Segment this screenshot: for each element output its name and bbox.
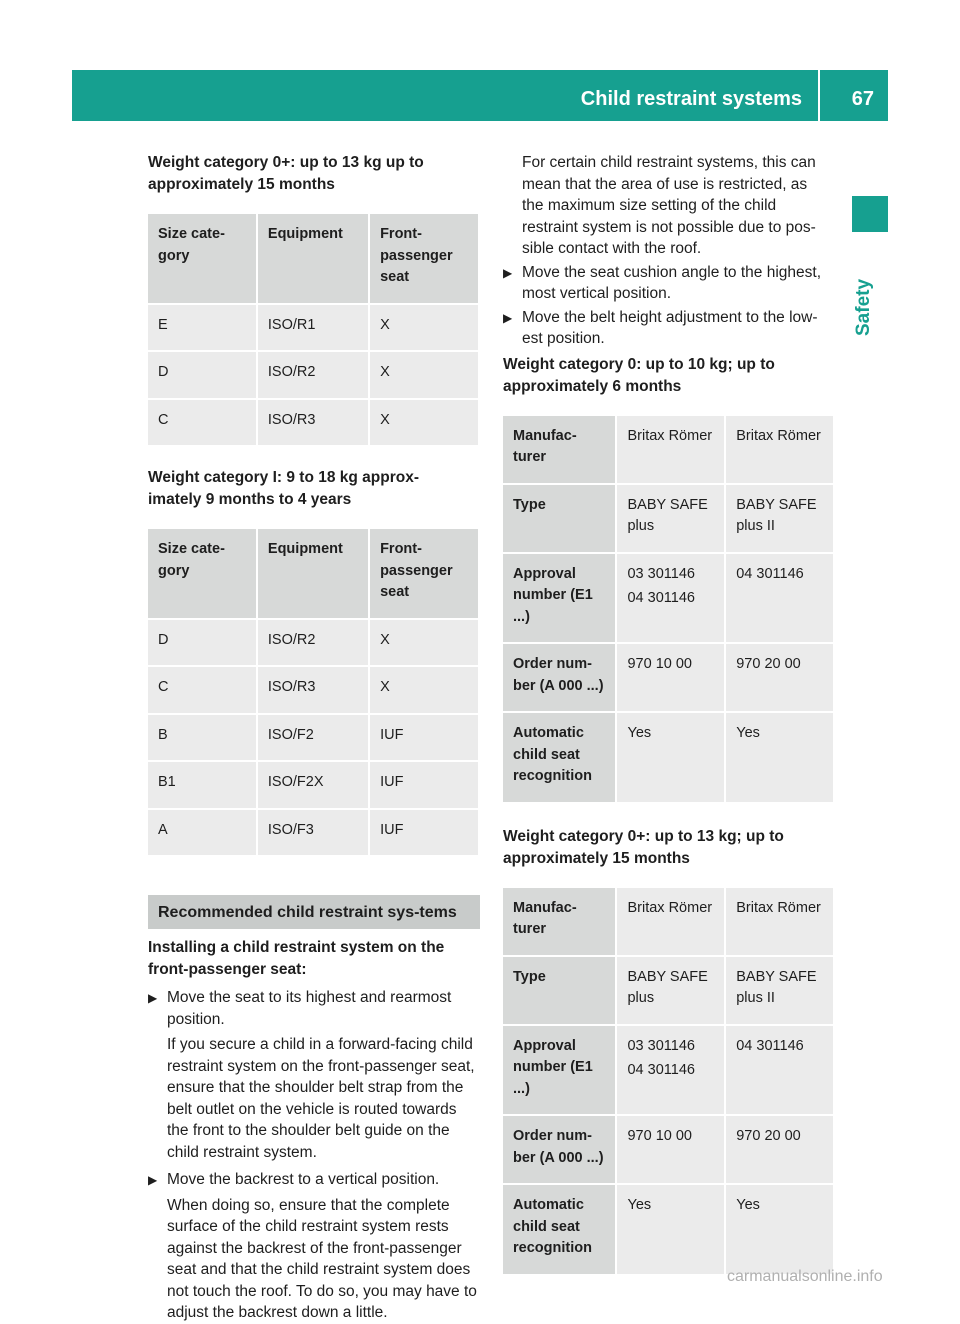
table-header-row	[148, 214, 478, 303]
table-row	[503, 1116, 833, 1183]
table-cell: BABY SAFE plus II	[726, 485, 833, 552]
table-header-cell: Front-passenger seat	[370, 214, 478, 303]
table-cell: E	[148, 305, 256, 351]
table-row	[148, 620, 478, 666]
table-cell: X	[370, 400, 478, 446]
row-label: Order num-ber (A 000 ...)	[503, 1116, 615, 1183]
instruction-item: ▶ Move the seat cushion angle to the highest, most vertical position.	[503, 263, 822, 302]
table-cell: Britax Römer	[617, 416, 724, 483]
table-cell: ISO/R3	[258, 400, 368, 446]
approval-number: 03 301146	[627, 565, 695, 582]
weight-table-I	[146, 527, 480, 857]
table-row	[148, 352, 478, 398]
page-header	[72, 70, 888, 121]
arrow-icon: ▶	[503, 265, 513, 280]
instruction-item: ▶ Move the belt height adjustment to the low-est position.	[503, 308, 818, 347]
table-cell: 970 20 00	[726, 644, 833, 711]
paragraph: If you secure a child in a forward-facing child restraint system on the front-passenger seat, ensure that the shoulder belt strap from the belt outlet on the vehicle is routed towards the front to the shoulder belt guide on the child restraint system.	[167, 1036, 475, 1161]
row-label: Approval number (E1 ...)	[503, 554, 615, 643]
table-cell: 04 301146	[726, 554, 833, 643]
table-cell: ISO/R2	[258, 352, 368, 398]
paragraph: When doing so, ensure that the complete surface of the child restraint system rests against the backrest of the front-passenger seat and that the child restraint system does not touch the roof. To do so, you may have to adjust the backrest down a little.	[167, 1196, 477, 1321]
table-cell: 04 301146	[726, 1026, 833, 1115]
table-cell: ISO/F2X	[258, 762, 368, 808]
table-row	[503, 1185, 833, 1274]
table-cell: B1	[148, 762, 256, 808]
arrow-icon: ▶	[148, 1173, 158, 1187]
table-cell: IUF	[370, 762, 478, 808]
table-cell: Yes	[726, 713, 833, 802]
page-number: 67	[851, 88, 874, 110]
table-cell: 970 10 00	[617, 1116, 724, 1183]
table-row	[148, 667, 478, 713]
table-cell: D	[148, 620, 256, 666]
chapter-title: Child restraint systems	[581, 70, 820, 121]
table-row	[503, 957, 833, 1024]
paragraph: For certain child restraint systems, this can mean that the area of use is restricted, as the maximum size setting of the child restraint system is not possible due to pos-sible contact with the roof.	[522, 154, 816, 257]
row-label: Type	[503, 485, 615, 552]
table-cell	[617, 554, 724, 643]
arrow-icon: ▶	[148, 991, 158, 1005]
table-row	[503, 554, 833, 643]
section-heading: Weight category 0: up to 10 kg; up to approximately 6 months	[503, 355, 775, 395]
model-table-0plus	[501, 886, 835, 1276]
row-label: Automatic child seat recognition	[503, 713, 615, 802]
table-row	[503, 888, 833, 955]
subheading: Installing a child restraint system on the front-passenger seat:	[148, 939, 445, 978]
table-header-cell: Front-passenger seat	[370, 529, 478, 618]
right-column	[503, 152, 833, 1276]
row-label: Manufac-turer	[503, 416, 615, 483]
row-label: Order num-ber (A 000 ...)	[503, 644, 615, 711]
table-header-cell: Equipment	[258, 214, 368, 303]
table-cell: Britax Römer	[726, 416, 833, 483]
table-row	[148, 762, 478, 808]
left-column	[148, 152, 480, 1324]
table-cell: X	[370, 352, 478, 398]
table-row	[148, 810, 478, 856]
table-cell: BABY SAFE plus	[617, 485, 724, 552]
side-tab-label: Safety	[853, 278, 874, 336]
side-tab-marker	[852, 196, 888, 232]
table-cell: ISO/R2	[258, 620, 368, 666]
table-cell: Britax Römer	[726, 888, 833, 955]
table-cell: C	[148, 667, 256, 713]
row-label: Manufac-turer	[503, 888, 615, 955]
section-heading: Weight category 0+: up to 13 kg; up to approximately 15 months	[503, 827, 784, 867]
table-cell: ISO/R1	[258, 305, 368, 351]
table-cell: ISO/R3	[258, 667, 368, 713]
table-cell: Britax Römer	[617, 888, 724, 955]
row-label: Automatic child seat recognition	[503, 1185, 615, 1274]
section-heading: Weight category I: 9 to 18 kg approx-imately 9 months to 4 years	[148, 469, 420, 508]
table-row	[503, 485, 833, 552]
table-header-cell: Size cate-gory	[148, 214, 256, 303]
table-cell	[617, 1026, 724, 1115]
table-cell: Yes	[617, 713, 724, 802]
approval-number: 04 301146	[627, 1062, 695, 1078]
table-row	[148, 715, 478, 761]
table-cell: BABY SAFE plus II	[726, 957, 833, 1024]
section-heading: Weight category 0+: up to 13 kg up to approximately 15 months	[148, 154, 424, 193]
table-cell: Yes	[726, 1185, 833, 1274]
table-cell: BABY SAFE plus	[617, 957, 724, 1024]
table-row	[148, 305, 478, 351]
table-cell: X	[370, 667, 478, 713]
table-cell: 970 10 00	[617, 644, 724, 711]
row-label: Type	[503, 957, 615, 1024]
table-cell: C	[148, 400, 256, 446]
approval-number: 04 301146	[627, 590, 695, 606]
model-table-0	[501, 414, 835, 804]
table-cell: X	[370, 620, 478, 666]
table-cell: X	[370, 305, 478, 351]
table-header-row	[148, 529, 478, 618]
table-cell: ISO/F2	[258, 715, 368, 761]
instruction-item: ▶ Move the backrest to a vertical position.	[148, 1169, 480, 1191]
table-header-cell: Equipment	[258, 529, 368, 618]
table-cell: IUF	[370, 715, 478, 761]
table-cell: IUF	[370, 810, 478, 856]
table-row	[503, 1026, 833, 1115]
approval-number: 03 301146	[627, 1037, 695, 1054]
table-cell: A	[148, 810, 256, 856]
section-banner: Recommended child restraint sys-tems	[148, 895, 480, 929]
table-cell: D	[148, 352, 256, 398]
table-cell: ISO/F3	[258, 810, 368, 856]
instruction-item: ▶ Move the seat to its highest and rearmost position.	[148, 989, 452, 1028]
watermark: carmanualsonline.info	[727, 1268, 883, 1285]
table-row	[503, 644, 833, 711]
table-cell: Yes	[617, 1185, 724, 1274]
table-row	[503, 713, 833, 802]
table-cell: 970 20 00	[726, 1116, 833, 1183]
arrow-icon: ▶	[503, 310, 513, 325]
table-cell: B	[148, 715, 256, 761]
table-row	[148, 400, 478, 446]
table-row	[503, 416, 833, 483]
table-header-cell: Size cate-gory	[148, 529, 256, 618]
weight-table-0plus	[146, 212, 480, 447]
row-label: Approval number (E1 ...)	[503, 1026, 615, 1115]
